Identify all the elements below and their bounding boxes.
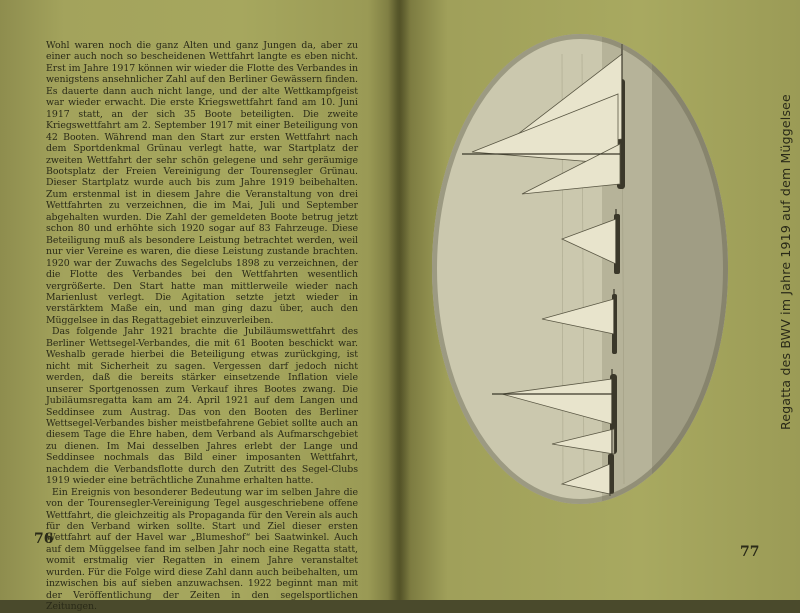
photo-caption: Regatta des BWV im Jahre 1919 auf dem Müggelsee — [778, 94, 793, 430]
left-page — [0, 0, 392, 613]
page-number-right: 77 — [740, 544, 760, 560]
regatta-photo — [432, 34, 728, 504]
paragraph: Ein Ereignis von besonderer Bedeutung war im selben Jahre die von der Tourensegler-Vereinigung Tegel ausgeschriebene offene Wettfahrt, die gleichzeitig als Propaganda für den Verein als auch für den Verband wirken sollte. Start und Ziel dieser ersten Wettfahrt auf der Havel war „Blumeshof“ bei Saatwinkel. Auch auf dem Müggelsee fand im selben Jahr noch eine Regatta statt, womit erstmalig vier Regatten in einem Jahre veranstaltet wurden. Für die Folge wird diese Zahl dann auch beibehalten, um inzwischen bis auf sieben anzuwachsen. 1922 beginnt man mit der Veröffentlichung der Zeiten in den segelsportlichen Zeitungen. — [46, 486, 358, 613]
body-text — [46, 40, 358, 613]
paragraph: Das folgende Jahr 1921 brachte die Jubiläumswettfahrt des Berliner Wettsegel-Verbandes, die mit 61 Booten beschickt war. Weshalb gerade hierbei die Beteiligung etwas zurückging, ist nicht mit Sicherheit zu sagen. Vergessen darf jedoch nicht werden, daß die bereits stärker einsetzende Inflation viele unserer Sportgenossen zum Verkauf ihres Bootes zwang. Die Jubiläumsregatta kam am 24. April 1921 auf dem Langen und Seddinsee zum Austrag. Das von den Booten des Berliner Wettsegel-Verbandes bisher meistbefahrene Gebiet sollte auch an diesem Tage die Ehre haben, dem Verband als Aufmarschgebiet zu dienen. Im Mai desselben Jahres erlebt der Lange und Seddinsee nochmals das Bild einer imposanten Wettfahrt, nachdem die Verbandsflotte durch den Zutritt des Segel-Clubs 1919 wieder eine beträchtliche Zunahme erhalten hatte. — [46, 326, 358, 487]
paragraph: Wohl waren noch die ganz Alten und ganz Jungen da, aber zu einer auch noch so bescheidenen Wettfahrt langte es eben nicht. Erst im Jahre 1917 können wir wieder die Flotte des Verbandes in wenigstens ansehnlicher Zahl auf den Berliner Gewässern finden. Es dauerte dann auch nicht lange, und der alte Wettkampfgeist war wieder erwacht. Die erste Kriegswettfahrt fand am 10. Juni 1917 statt, an der sich 35 Boote beteiligten. Die zweite Kriegswettfahrt am 2. September 1917 mit einer Beteiligung von 42 Booten. Während man den Start zur ersten Wettfahrt nach dem Sportdenkmal Grünau verlegt hatte, war Startplatz der zweiten Wettfahrt der sehr schön gelegene und sehr geräumige Bootsplatz der Freien Vereinigung der Tourensegler Grünau. Dieser Startplatz wurde auch bis zum Jahre 1919 beibehalten. Zum erstenmal ist in diesem Jahre die Veranstaltung von drei Wettfahrten zu verzeichnen, die im Mai, Juli und September abgehalten wurden. Die Zahl der gemeldeten Boote betrug jetzt schon 80 und erhöhte sich 1920 sogar auf 83 Fahrzeuge. Diese Beteiligung muß als besondere Leistung betrachtet werden, weil nur vier Vereine es waren, die diese Leistung zustande brachten. 1920 war der Zuwachs des Segelclubs 1898 zu verzeichnen, der die Flotte des Verbandes bei den Wettfahrten wesentlich vergrößerte. Den Start hatte man mittlerweile wieder nach Marienlust verlegt. Die Agitation setzte jetzt wieder in verstärktem Maße ein, und man ging dazu über, auch den Müggelsee in das Regattagebiet einzuverleiben. — [46, 40, 358, 326]
right-page — [404, 0, 800, 600]
page-number-left: 76 — [34, 531, 54, 547]
sailboats-illustration — [432, 34, 728, 504]
